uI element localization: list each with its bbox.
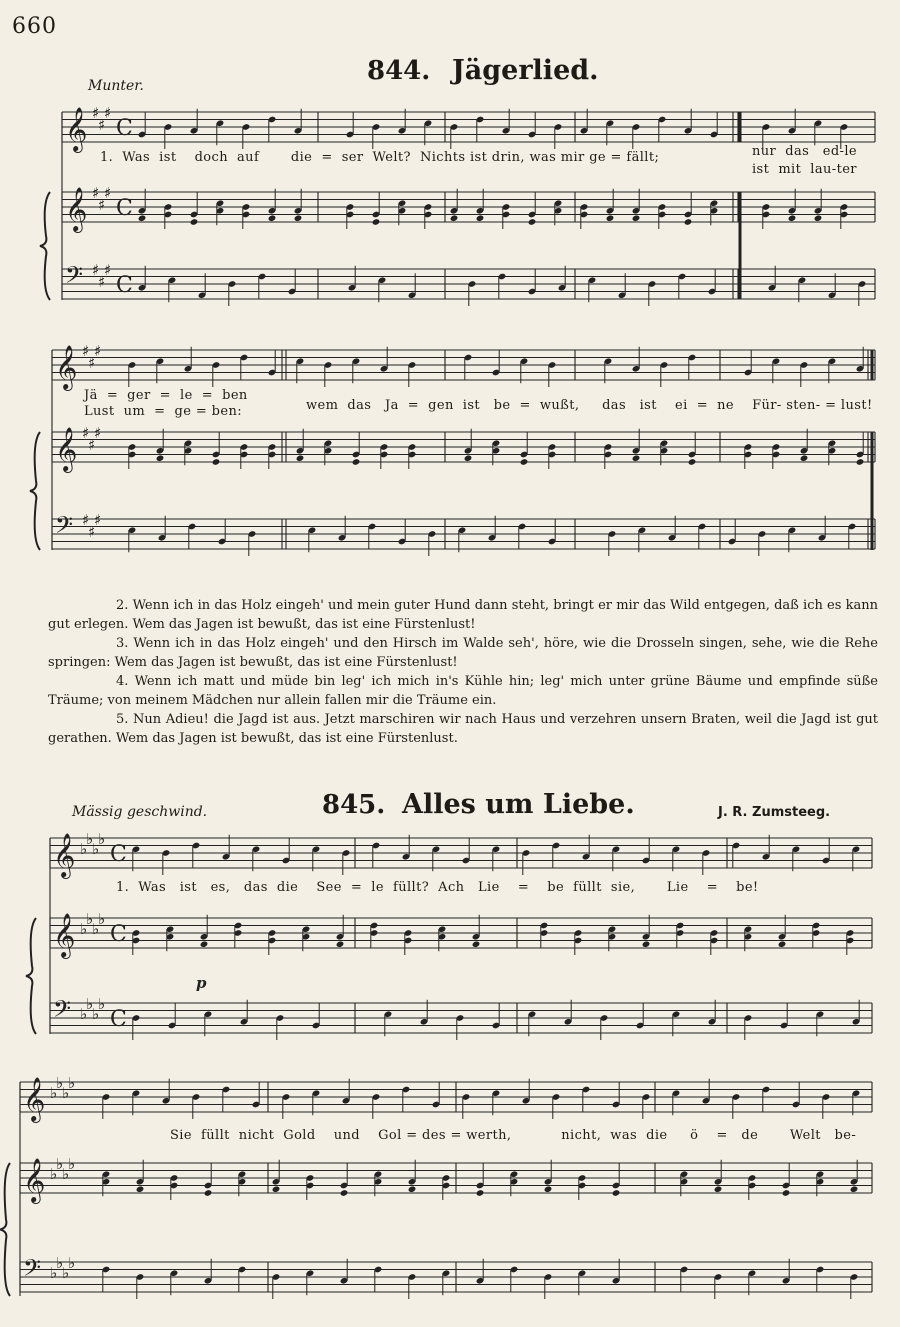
verse-4: 4. Wenn ich matt und müde bin leg' ich mich in's Kühle hin; leg' mich unter grüne Bäume und empfinde süße Träume; von meinem Mädchen nur allein fallen mir die Träume ein. [48, 674, 878, 708]
dynamic-marking: p [196, 974, 207, 992]
key-signature-accidental: ♯ [98, 196, 106, 214]
song-845-composer: J. R. Zumsteeg. [718, 805, 831, 820]
time-signature: C [116, 273, 133, 298]
treble-clef: 𝄞 [23, 1077, 46, 1121]
treble-clef: 𝄞 [53, 833, 76, 877]
note-head [856, 458, 865, 466]
song-845-title: Alles um Liebe. [402, 789, 635, 820]
key-signature-accidental: ♭ [56, 1254, 64, 1272]
note-head [476, 214, 485, 222]
key-signature-accidental: ♭ [80, 920, 88, 938]
note-head [850, 1185, 859, 1193]
key-signature-accidental: ♭ [50, 1264, 58, 1282]
system-brace [40, 192, 50, 300]
treble-clef: 𝄞 [65, 107, 88, 151]
key-signature-accidental: ♭ [92, 920, 100, 938]
note-head [136, 1185, 145, 1193]
note-head [632, 214, 641, 222]
key-signature-accidental: ♭ [56, 1155, 64, 1173]
key-signature-accidental: ♭ [56, 1074, 64, 1092]
song-844-verses [48, 596, 878, 748]
key-signature-accidental: ♯ [88, 354, 96, 372]
key-signature-accidental: ♯ [82, 424, 90, 442]
song-844-lyrics-row1: 1. Was ist doch auf die = ser Welt? Nichts ist drin, was mir ge = fällt; [100, 150, 660, 165]
treble-clef: 𝄞 [53, 913, 76, 957]
note-head [544, 1185, 553, 1193]
note-head [340, 1189, 349, 1197]
system-brace [30, 432, 40, 550]
song-844-tempo: Munter. [88, 78, 144, 94]
key-signature-accidental: ♯ [92, 261, 100, 279]
key-signature-accidental: ♯ [98, 116, 106, 134]
key-signature-accidental: ♯ [104, 104, 112, 122]
song-845-lyrics-row2: Sie füllt nicht Gold und Gol = des = werth, nicht, was die ö = de Welt be- [170, 1128, 857, 1143]
key-signature-accidental: ♯ [82, 511, 90, 529]
system-brace [0, 1163, 10, 1296]
note-head [450, 214, 459, 222]
key-signature-accidental: ♯ [88, 523, 96, 541]
song-845-number: 845. [322, 790, 386, 820]
note-head [606, 214, 615, 222]
bass-clef: 𝄢 [23, 1254, 42, 1287]
key-signature-accidental: ♭ [62, 1084, 70, 1102]
key-signature-accidental: ♭ [50, 1165, 58, 1183]
note-head [472, 940, 481, 948]
key-signature-accidental: ♯ [104, 261, 112, 279]
key-signature-accidental: ♯ [104, 184, 112, 202]
note-head [814, 214, 823, 222]
treble-clef: 𝄞 [55, 345, 78, 389]
song-845-tempo: Mässig geschwind. [72, 804, 208, 820]
key-signature-accidental: ♭ [68, 1155, 76, 1173]
song-844-lyrics-row2-b: Lust um = ge = ben: [84, 404, 243, 419]
note-head [684, 218, 693, 226]
note-head [632, 454, 641, 462]
note-head [200, 940, 209, 948]
bass-clef: 𝄢 [55, 511, 74, 544]
key-signature-accidental: ♯ [92, 104, 100, 122]
key-signature-accidental: ♭ [98, 995, 106, 1013]
key-signature-accidental: ♯ [94, 342, 102, 360]
note-head [782, 1189, 791, 1197]
note-head [156, 454, 165, 462]
note-head [408, 1185, 417, 1193]
key-signature-accidental: ♭ [86, 995, 94, 1013]
song-844-lyrics-row2-cont: wem das Ja = gen ist be = wußt, das ist ei = ne Für- sten- = lust! [306, 398, 873, 413]
key-signature-accidental: ♭ [50, 1084, 58, 1102]
song-844-lyrics-row1-alt-b: ist mit lau-ter [752, 162, 857, 177]
note-head [464, 454, 473, 462]
time-signature: C [116, 196, 133, 221]
note-head [520, 458, 529, 466]
verse-5: 5. Nun Adieu! die Jagd ist aus. Jetzt marschiren wir nach Haus und verzehren unsern Braten, weil die Jagd ist gut gerathen. Wem das Jagen ist bewußt, das ist eine Fürstenlust. [48, 712, 878, 746]
bass-clef: 𝄢 [65, 261, 84, 294]
note-head [336, 940, 345, 948]
time-signature: C [110, 922, 127, 947]
note-head [272, 1185, 281, 1193]
key-signature-accidental: ♭ [98, 910, 106, 928]
treble-clef: 𝄞 [65, 187, 88, 231]
treble-clef: 𝄞 [55, 427, 78, 471]
key-signature-accidental: ♭ [86, 910, 94, 928]
verse-3: 3. Wenn ich in das Holz eingeh' und den Hirsch im Walde seh', höre, wie die Drosseln singen, sehe, wie die Rehe springen: Wem das Jagen ist bewußt, das ist eine Fürstenlust! [48, 636, 878, 670]
note-head [190, 218, 199, 226]
time-signature: C [116, 116, 133, 141]
note-head [688, 458, 697, 466]
song-845-header [0, 790, 900, 830]
key-signature-accidental: ♭ [68, 1254, 76, 1272]
note-head [352, 458, 361, 466]
song-844-lyrics-row1-alt-a: nur das ed-le [752, 144, 858, 159]
song-844-number: 844. [367, 56, 431, 86]
note-head [476, 1189, 485, 1197]
key-signature-accidental: ♯ [88, 436, 96, 454]
time-signature: C [110, 1007, 127, 1032]
song-844-lyrics-row2-a: Jä = ger = le = ben [84, 388, 248, 403]
key-signature-accidental: ♭ [86, 830, 94, 848]
note-head [212, 458, 221, 466]
system-brace [26, 918, 36, 1034]
key-signature-accidental: ♭ [68, 1074, 76, 1092]
key-signature-accidental: ♯ [98, 273, 106, 291]
key-signature-accidental: ♭ [98, 830, 106, 848]
key-signature-accidental: ♭ [62, 1264, 70, 1282]
note-head [528, 218, 537, 226]
key-signature-accidental: ♭ [80, 840, 88, 858]
note-head [788, 214, 797, 222]
note-head [138, 214, 147, 222]
key-signature-accidental: ♭ [62, 1165, 70, 1183]
key-signature-accidental: ♭ [80, 1005, 88, 1023]
note-head [296, 454, 305, 462]
key-signature-accidental: ♯ [82, 342, 90, 360]
note-head [372, 218, 381, 226]
note-head [294, 214, 303, 222]
key-signature-accidental: ♭ [92, 840, 100, 858]
note-head [714, 1185, 723, 1193]
note-head [778, 940, 787, 948]
song-844-title: Jägerlied. [452, 55, 599, 86]
note-head [642, 940, 651, 948]
note-head [268, 214, 277, 222]
page-number: 660 [12, 14, 57, 39]
note-head [800, 454, 809, 462]
verse-2: 2. Wenn ich in das Holz eingeh' und mein guter Hund dann steht, bringt er mir das Wild entgegen, daß ich es kann gut erlegen. Wem das Jagen ist bewußt, das ist eine Fürstenlust! [48, 598, 878, 632]
time-signature: C [110, 842, 127, 867]
note-head [612, 1189, 621, 1197]
key-signature-accidental: ♯ [94, 511, 102, 529]
key-signature-accidental: ♯ [92, 184, 100, 202]
treble-clef: 𝄞 [23, 1158, 46, 1202]
key-signature-accidental: ♭ [92, 1005, 100, 1023]
key-signature-accidental: ♯ [94, 424, 102, 442]
song-845-lyrics-row1: 1. Was ist es, das die See = le füllt? Ach Lie = be füllt sie, Lie = be! [116, 880, 759, 895]
bass-clef: 𝄢 [53, 995, 72, 1028]
note-head [204, 1189, 213, 1197]
